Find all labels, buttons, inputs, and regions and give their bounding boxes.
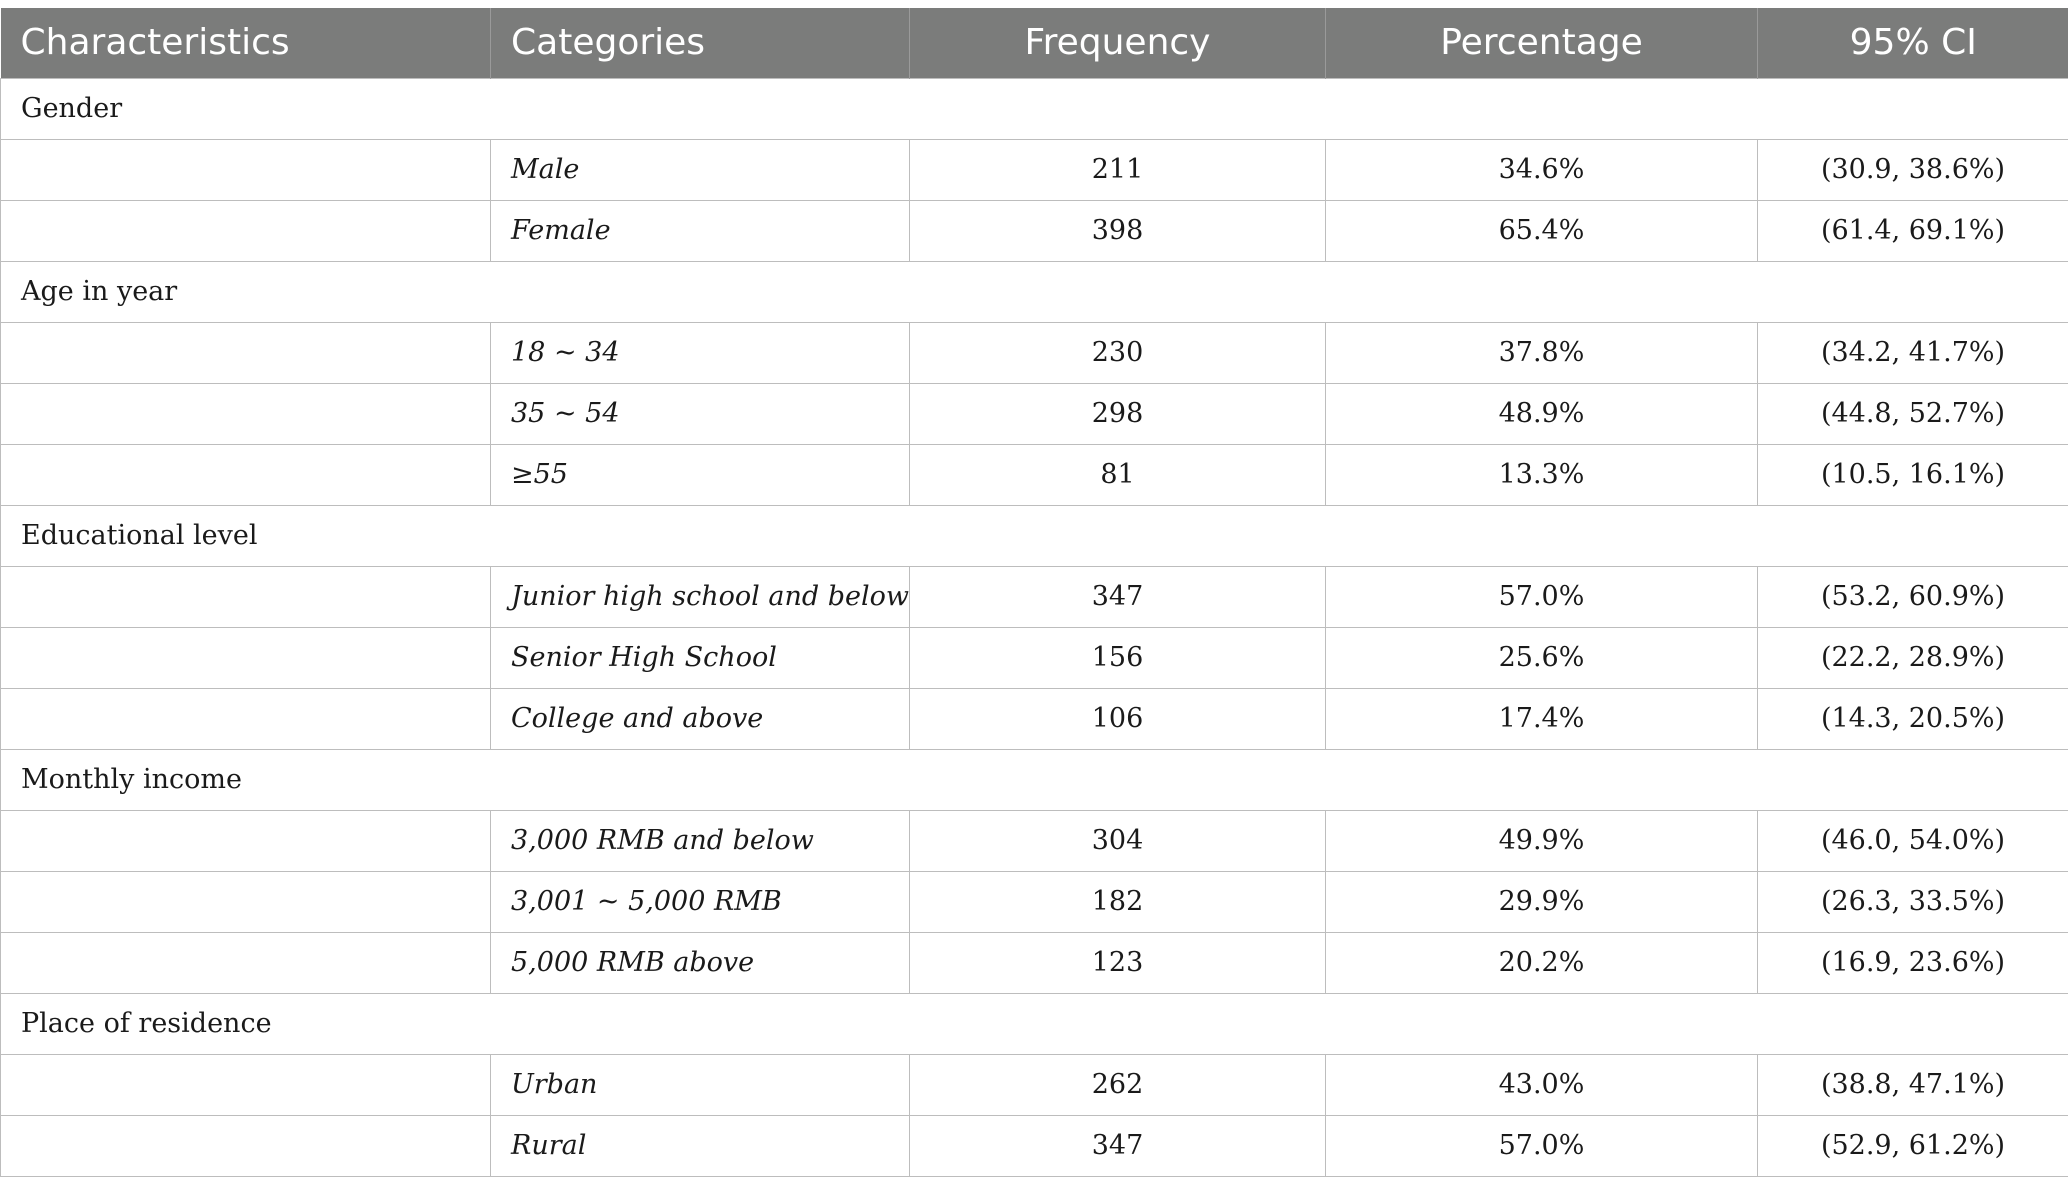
ci-cell: (16.9, 23.6%) — [1758, 932, 2068, 993]
group-label: Gender — [1, 78, 2068, 139]
frequency-cell: 347 — [910, 1115, 1326, 1176]
characteristics-cell — [1, 627, 491, 688]
table-row — [1, 383, 2068, 444]
frequency-cell: 211 — [910, 139, 1326, 200]
frequency-cell: 304 — [910, 810, 1326, 871]
category-cell: ≥55 — [491, 444, 910, 505]
group-row — [1, 993, 2068, 1054]
characteristics-cell — [1, 1054, 491, 1115]
ci-cell: (22.2, 28.9%) — [1758, 627, 2068, 688]
table-row — [1, 200, 2068, 261]
percentage-cell: 25.6% — [1326, 627, 1758, 688]
frequency-cell: 81 — [910, 444, 1326, 505]
demographics-table-container — [0, 8, 2068, 1177]
characteristics-cell — [1, 810, 491, 871]
category-cell: Female — [491, 200, 910, 261]
characteristics-cell — [1, 1115, 491, 1176]
ci-cell: (34.2, 41.7%) — [1758, 322, 2068, 383]
frequency-cell: 156 — [910, 627, 1326, 688]
frequency-cell: 106 — [910, 688, 1326, 749]
table-row — [1, 1115, 2068, 1176]
category-cell: Rural — [491, 1115, 910, 1176]
group-row — [1, 78, 2068, 139]
percentage-cell: 43.0% — [1326, 1054, 1758, 1115]
ci-cell: (52.9, 61.2%) — [1758, 1115, 2068, 1176]
header-categories: Categories — [491, 8, 910, 78]
header-ci: 95% CI — [1758, 8, 2068, 78]
characteristics-cell — [1, 444, 491, 505]
characteristics-cell — [1, 932, 491, 993]
table-row — [1, 139, 2068, 200]
ci-cell: (46.0, 54.0%) — [1758, 810, 2068, 871]
frequency-cell: 182 — [910, 871, 1326, 932]
percentage-cell: 48.9% — [1326, 383, 1758, 444]
characteristics-cell — [1, 322, 491, 383]
table-header — [1, 8, 2068, 78]
category-cell: 18 ~ 34 — [491, 322, 910, 383]
table-row — [1, 871, 2068, 932]
table-body — [1, 78, 2068, 1176]
table-row — [1, 810, 2068, 871]
table-row — [1, 566, 2068, 627]
group-row — [1, 505, 2068, 566]
category-cell: Senior High School — [491, 627, 910, 688]
percentage-cell: 13.3% — [1326, 444, 1758, 505]
percentage-cell: 57.0% — [1326, 1115, 1758, 1176]
ci-cell: (26.3, 33.5%) — [1758, 871, 2068, 932]
percentage-cell: 29.9% — [1326, 871, 1758, 932]
percentage-cell: 34.6% — [1326, 139, 1758, 200]
table-row — [1, 688, 2068, 749]
ci-cell: (61.4, 69.1%) — [1758, 200, 2068, 261]
category-cell: 3,000 RMB and below — [491, 810, 910, 871]
category-cell: Urban — [491, 1054, 910, 1115]
table-row — [1, 627, 2068, 688]
frequency-cell: 123 — [910, 932, 1326, 993]
category-cell: Male — [491, 139, 910, 200]
percentage-cell: 57.0% — [1326, 566, 1758, 627]
category-cell: Junior high school and below — [491, 566, 910, 627]
percentage-cell: 20.2% — [1326, 932, 1758, 993]
header-characteristics: Characteristics — [1, 8, 491, 78]
table-row — [1, 444, 2068, 505]
characteristics-cell — [1, 139, 491, 200]
group-row — [1, 261, 2068, 322]
table-row — [1, 322, 2068, 383]
ci-cell: (14.3, 20.5%) — [1758, 688, 2068, 749]
category-cell: 3,001 ~ 5,000 RMB — [491, 871, 910, 932]
category-cell: College and above — [491, 688, 910, 749]
demographics-table — [0, 8, 2068, 1177]
group-label: Age in year — [1, 261, 2068, 322]
characteristics-cell — [1, 200, 491, 261]
ci-cell: (10.5, 16.1%) — [1758, 444, 2068, 505]
group-label: Educational level — [1, 505, 2068, 566]
category-cell: 35 ~ 54 — [491, 383, 910, 444]
group-label: Monthly income — [1, 749, 2068, 810]
characteristics-cell — [1, 566, 491, 627]
percentage-cell: 17.4% — [1326, 688, 1758, 749]
frequency-cell: 298 — [910, 383, 1326, 444]
ci-cell: (30.9, 38.6%) — [1758, 139, 2068, 200]
characteristics-cell — [1, 871, 491, 932]
ci-cell: (53.2, 60.9%) — [1758, 566, 2068, 627]
percentage-cell: 49.9% — [1326, 810, 1758, 871]
header-percentage: Percentage — [1326, 8, 1758, 78]
ci-cell: (44.8, 52.7%) — [1758, 383, 2068, 444]
characteristics-cell — [1, 688, 491, 749]
category-cell: 5,000 RMB above — [491, 932, 910, 993]
header-row — [1, 8, 2068, 78]
percentage-cell: 37.8% — [1326, 322, 1758, 383]
group-label: Place of residence — [1, 993, 2068, 1054]
table-row — [1, 932, 2068, 993]
frequency-cell: 230 — [910, 322, 1326, 383]
frequency-cell: 262 — [910, 1054, 1326, 1115]
frequency-cell: 398 — [910, 200, 1326, 261]
ci-cell: (38.8, 47.1%) — [1758, 1054, 2068, 1115]
group-row — [1, 749, 2068, 810]
header-frequency: Frequency — [910, 8, 1326, 78]
table-row — [1, 1054, 2068, 1115]
frequency-cell: 347 — [910, 566, 1326, 627]
percentage-cell: 65.4% — [1326, 200, 1758, 261]
characteristics-cell — [1, 383, 491, 444]
